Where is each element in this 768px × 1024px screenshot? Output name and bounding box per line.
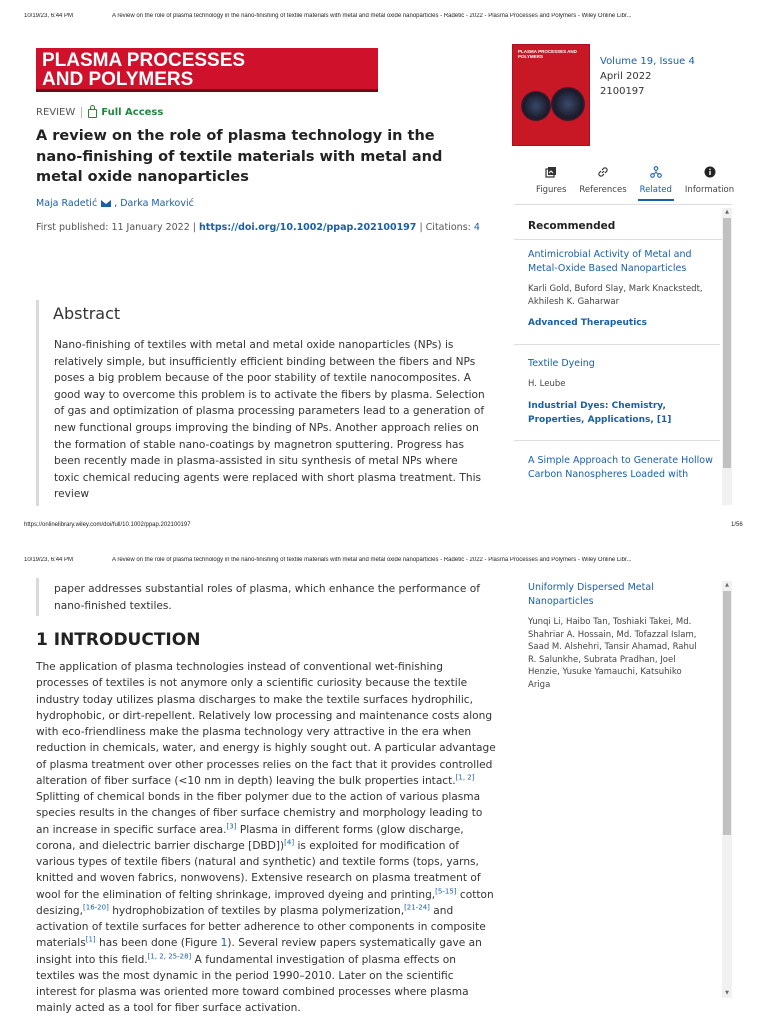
introduction-paragraph <box>36 659 496 1017</box>
pdf-page-header <box>24 13 748 23</box>
intro-text: A fundamental investigation of plasma effects on textiles was the most dynamic in the period 1990–2010. Later on the scientific interest for plasma was oriented more toward combined processes where plasma mainly acted as a tool for fiber surface activation. <box>36 953 469 1015</box>
abstract-heading: Abstract <box>53 304 121 323</box>
pdf-page-number: 1/56 <box>731 522 743 528</box>
recommended-item-journal[interactable]: Advanced Therapeutics <box>528 318 647 328</box>
citation-link[interactable]: [5-15] <box>435 886 457 895</box>
tab-label: Figures <box>536 185 567 195</box>
recommended-heading: Recommended <box>528 220 616 232</box>
figures-icon <box>545 166 557 178</box>
citation-link[interactable]: [4] <box>284 838 295 847</box>
citations-label: Citations: <box>425 222 471 233</box>
article-type: REVIEW <box>36 106 76 118</box>
recommended-item-authors: Karli Gold, Buford Slay, Mark Knackstedt, Akhilesh K. Gaharwar <box>528 284 703 307</box>
doi-link[interactable]: https://doi.org/10.1002/ppap.202100197 <box>199 222 417 233</box>
journal-cover-image[interactable] <box>512 44 590 146</box>
tab-label: Information <box>684 185 735 195</box>
pipe-separator: | <box>419 222 426 233</box>
cover-title: PLASMA PROCESSES AND POLYMERS <box>518 49 577 59</box>
citation-link[interactable]: [3] <box>226 821 237 830</box>
access-badge <box>88 106 163 118</box>
author-separator: , <box>114 198 118 209</box>
article-title: A review on the role of plasma technology in the nano-finishing of textile materials with metal and metal oxide nanoparticles <box>36 128 443 185</box>
intro-text: hydrophobization of textiles by plasma polymerization, <box>108 904 405 917</box>
recommended-scrollbar[interactable] <box>722 581 732 998</box>
citations-count-link[interactable]: 4 <box>473 222 480 233</box>
divider <box>514 440 720 441</box>
cover-artwork <box>551 87 585 121</box>
article-meta-row <box>36 106 163 118</box>
issue-info <box>600 54 695 99</box>
abstract-section <box>36 300 487 506</box>
pdf-page-header <box>24 557 748 567</box>
journal-banner-line1: PLASMA PROCESSES <box>42 50 246 71</box>
tab-label: References <box>579 185 627 195</box>
recommended-item-journal[interactable]: Industrial Dyes: Chemistry, Properties, Applications, [1] <box>528 401 672 425</box>
cover-artwork <box>521 91 551 121</box>
author-list <box>36 198 194 209</box>
scrollbar-thumb[interactable] <box>723 218 731 468</box>
abstract-text-continued: paper addresses substantial roles of plasma, which enhance the performance of nano-finished textiles. <box>54 583 480 612</box>
figure-link[interactable]: 1 <box>220 937 228 950</box>
recommended-panel <box>514 205 722 505</box>
tab-references[interactable] <box>577 166 628 201</box>
recommended-item-title[interactable]: Uniformly Dispersed Metal Nanoparticles <box>528 582 654 607</box>
abstract-text: Nano-finishing of textiles with metal and metal oxide nanoparticles (NPs) is relatively simple, but insufficiently efficient binding between the fibers and NPs poses a big problem because of the poor stability of textile nanocomposites. A good way to overcome this problem is to activate the fibers by plasma. Selection of gas and optimization of plasma processing parameters lead to a generation of new functional groups improving the binding of NPs. Another approach relies on the formation of stable nano-coatings by magnetron sputtering. Progress has been recently made in plasma-assisted in situ synthesis of metal NPs where toxic chemical reducing agents were replaced with short plasma treatment. This review <box>54 339 485 501</box>
recommended-scrollbar[interactable] <box>722 208 732 505</box>
article-number: 2100197 <box>600 86 645 97</box>
intro-text: and activation of textile surfaces for better adherence to other components in composite materials <box>36 904 486 950</box>
email-icon[interactable] <box>101 200 111 207</box>
journal-banner-line2: AND POLYMERS <box>42 69 194 90</box>
citation-link[interactable]: [1, 2, 25-28] <box>147 951 192 960</box>
citation-link[interactable]: [1, 2] <box>455 773 475 782</box>
abstract-section-continued <box>36 578 487 616</box>
pipe-separator: | <box>192 222 200 233</box>
journal-banner[interactable] <box>36 48 378 92</box>
related-icon <box>650 166 662 178</box>
lock-open-icon <box>88 109 97 118</box>
link-icon <box>597 166 609 178</box>
first-published: First published: 11 January 2022 <box>36 222 190 233</box>
pdf-header-date: 10/19/23, 6:44 PM <box>24 13 74 19</box>
access-label: Full Access <box>101 106 164 118</box>
recommended-item-title[interactable]: Antimicrobial Activity of Metal and Metal-Oxide Based Nanoparticles <box>528 249 692 274</box>
pdf-header-date: 10/19/23, 6:44 PM <box>24 557 74 563</box>
author-link-2[interactable]: Darka Marković <box>120 198 194 209</box>
publication-info <box>36 222 480 233</box>
divider <box>514 344 720 345</box>
tab-related[interactable] <box>638 166 674 201</box>
citation-link[interactable]: [1] <box>85 935 96 944</box>
recommended-item-title[interactable]: A Simple Approach to Generate Hollow Carbon Nanospheres Loaded with <box>528 455 713 480</box>
pdf-header-title: A review on the role of plasma technology in the nano-finishing of textile materials with metal and metal oxide nanoparticles - Radetić - 2022 - Plasma Processes and Polymers - Wiley Online Libr... <box>112 557 632 563</box>
scroll-down-arrow-icon[interactable]: ▼ <box>725 990 729 996</box>
intro-text: has been done (Figure <box>95 937 221 950</box>
intro-text: ). Several review papers systematically gave an insight into this field. <box>36 937 482 966</box>
tab-label: Related <box>639 185 672 195</box>
citation-link[interactable]: [16-20] <box>83 903 109 912</box>
side-panel-tabs <box>534 166 736 201</box>
scroll-up-arrow-icon[interactable]: ▲ <box>725 582 729 588</box>
pdf-footer-url: https://onlinelibrary.wiley.com/doi/full/10.1002/ppap.202100197 <box>24 522 191 528</box>
recommended-panel-continued <box>514 578 722 998</box>
section-heading-introduction: 1 INTRODUCTION <box>36 630 201 650</box>
intro-text: Splitting of chemical bonds in the fiber polymer due to the action of various plasma species results in the changes of fiber surface chemistry and morphology leading to an increase in specific surface area. <box>36 791 483 836</box>
recommended-item-title[interactable]: Textile Dyeing <box>528 358 595 369</box>
recommended-item-authors: H. Leube <box>528 379 566 389</box>
citation-link[interactable]: [21-24] <box>404 903 430 912</box>
info-icon <box>704 166 716 178</box>
tab-information[interactable] <box>683 166 736 201</box>
pdf-header-title: A review on the role of plasma technology in the nano-finishing of textile materials with metal and metal oxide nanoparticles - Radetić - 2022 - Plasma Processes and Polymers - Wiley Online Libr... <box>112 13 632 19</box>
scroll-up-arrow-icon[interactable]: ▲ <box>725 209 729 215</box>
volume-issue-link[interactable]: Volume 19, Issue 4 <box>600 56 695 67</box>
intro-text: The application of plasma technologies instead of conventional wet-finishing processes of textiles is not anymore only a scientific curiosity because the textile industry today utilizes plasma discharges to make the textile surfaces hydrophilic, hydrophobic, or dirt-repellent. Relatively low processing and maintenance costs along with eco-friendliness make the plasma technology very attractive in the era when reduction in chemicals, water, and energy is highly sought out. A particular advantage of plasma treatment over other processes relies on the fact that it provides controlled alteration of fiber surface (<10 nm in depth) leaving the bulk properties intact. <box>36 661 496 787</box>
divider <box>81 107 82 118</box>
intro-text: is exploited for modification of various types of textile fibers (natural and synthetic) and textile forms (tops, yarns, knitted and woven fabrics, nonwovens). Extensive research on plasma treatment of wool for the elimination of felting shrinkage, improved dyeing and printing, <box>36 839 481 901</box>
intro-text: cotton desizing, <box>36 888 494 917</box>
scrollbar-thumb[interactable] <box>723 591 731 835</box>
issue-date: April 2022 <box>600 71 652 82</box>
recommended-item-authors: Yunqi Li, Haibo Tan, Toshiaki Takei, Md. Shahriar A. Hossain, Md. Tofazzal Islam, Saad M. Alshehri, Tansir Ahamad, Rahul R. Salunkhe, Subrata Pradhan, Joel Henzie, Yusuke Yamauchi, Katsuhiko Ariga <box>528 617 697 690</box>
tab-figures[interactable] <box>534 166 568 201</box>
intro-text: Plasma in different forms (glow discharge, corona, and dielectric barrier discharge [DBD]) <box>36 823 464 852</box>
author-link-1[interactable]: Maja Radetić <box>36 198 98 209</box>
divider <box>514 239 722 240</box>
